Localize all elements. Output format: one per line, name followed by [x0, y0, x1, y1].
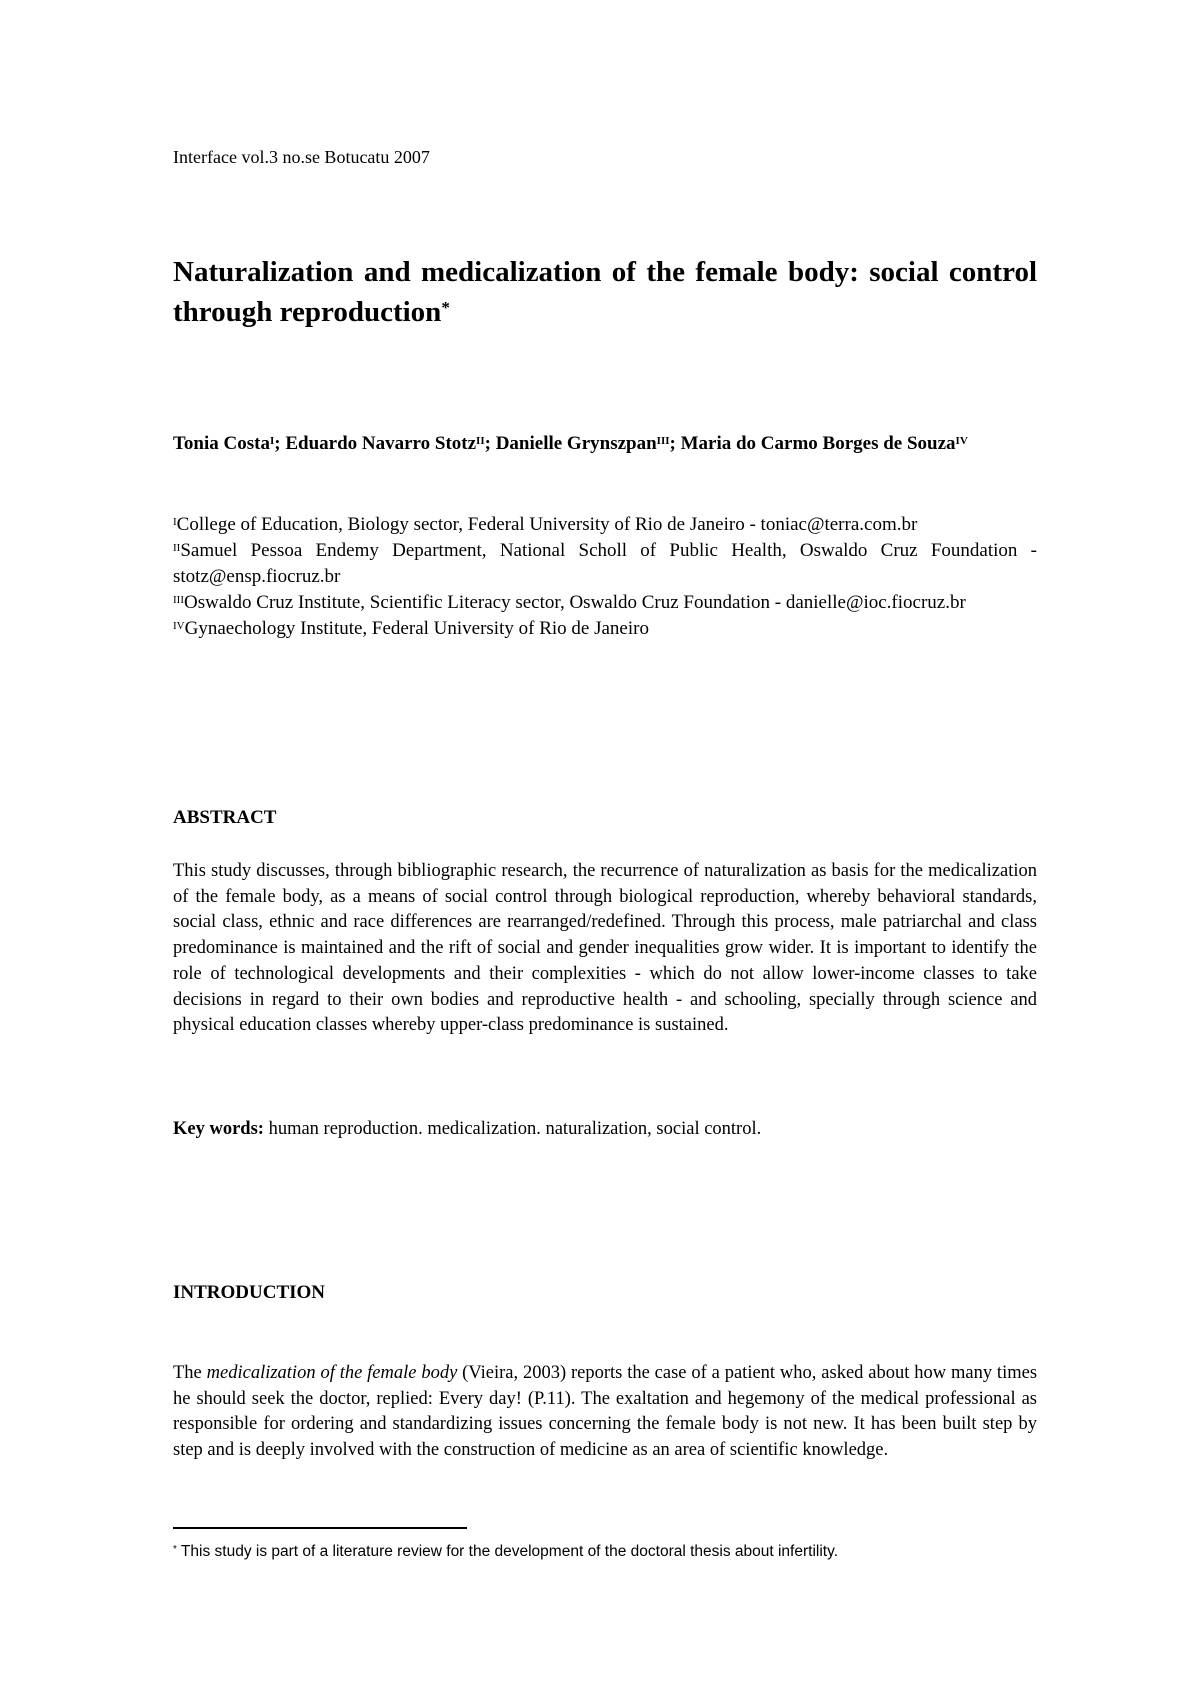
- author-name: Eduardo Navarro Stotz: [285, 433, 477, 454]
- keywords-line: [173, 1117, 1037, 1142]
- keywords-label: Key words:: [173, 1119, 264, 1139]
- footnote-divider: [173, 1527, 467, 1529]
- author-affiliation-mark: I: [269, 435, 275, 447]
- affiliation-list: [173, 512, 1037, 642]
- article-title-text: Naturalization and medicalization of the female body: social control through reproduction: [173, 256, 1037, 328]
- affiliation-item: $^I$College of Education, Biology sector, Federal University of Rio de Janeiro - toniac@terra.com.br: [173, 514, 918, 535]
- author-affiliation-mark: III: [656, 435, 670, 447]
- cited-work-title: medicalization of the female body: [206, 1363, 458, 1383]
- affiliation-item: $^{III}$Oswaldo Cruz Institute, Scientific Literacy sector, Oswaldo Cruz Foundation - danielle@ioc.fiocruz.br: [173, 592, 966, 613]
- author-name: Tonia Costa: [173, 433, 270, 454]
- abstract-heading: ABSTRACT: [173, 807, 277, 828]
- author-affiliation-mark: IV: [955, 435, 968, 447]
- footnote: [173, 1542, 1037, 1562]
- footnote-text: This study is part of a literature review for the development of the doctoral thesis about infertility.: [176, 1543, 838, 1560]
- footnote-mark: *: [173, 1544, 177, 1555]
- author-name: Maria do Carmo Borges de Souza: [680, 433, 956, 454]
- author-affiliation-mark: II: [476, 435, 485, 447]
- author-list: Tonia Costa$^I$; Eduardo Navarro Stotz$^{II}$; Danielle Grynszpan$^{III}$; Maria do Carmo Borges de Souza$^{IV}$: [173, 433, 968, 454]
- affiliation-item: $^{IV}$Gynaechology Institute, Federal University of Rio de Janeiro: [173, 618, 649, 639]
- journal-citation: Interface vol.3 no.se Botucatu 2007: [173, 147, 430, 167]
- introduction-heading: INTRODUCTION: [173, 1282, 326, 1303]
- keywords-text: human reproduction. medicalization. naturalization, social control.: [263, 1119, 762, 1139]
- abstract-text: This study discusses, through bibliographic research, the recurrence of naturalization as basis for the medicalization of the female body, as a means of social control through biological reproduction, whereby behavioral standards, social class, ethnic and race differences are rearranged/redefined. Through this process, male patriarchal and class predominance is maintained and the rift of social and gender inequalities grow wider. It is important to identify the role of technological developments and their complexities - which do not allow lower-income classes to take decisions in regard to their own bodies and reproductive health - and schooling, specially through science and physical education classes whereby upper-class predominance is sustained.: [173, 861, 1037, 1036]
- title-footnote-mark[interactable]: *: [441, 298, 450, 317]
- introduction-paragraph: The medicalization of the female body (Vieira, 2003) reports the case of a patient who, asked about how many times he should seek the doctor, replied: Every day! (P.11). The exaltation and hegemony of the medical professional as responsible for ordering and standardizing issues concerning the female body is not new. It has been built step by step and is deeply involved with the construction of medicine as an area of scientific knowledge.: [173, 1363, 1038, 1461]
- affiliation-item: $^{II}$Samuel Pessoa Endemy Department, National Scholl of Public Health, Oswaldo Cruz Foundation - stotz@ensp.fiocruz.br: [173, 540, 1037, 587]
- article-title: [173, 252, 1037, 332]
- author-name: Danielle Grynszpan: [495, 433, 657, 454]
